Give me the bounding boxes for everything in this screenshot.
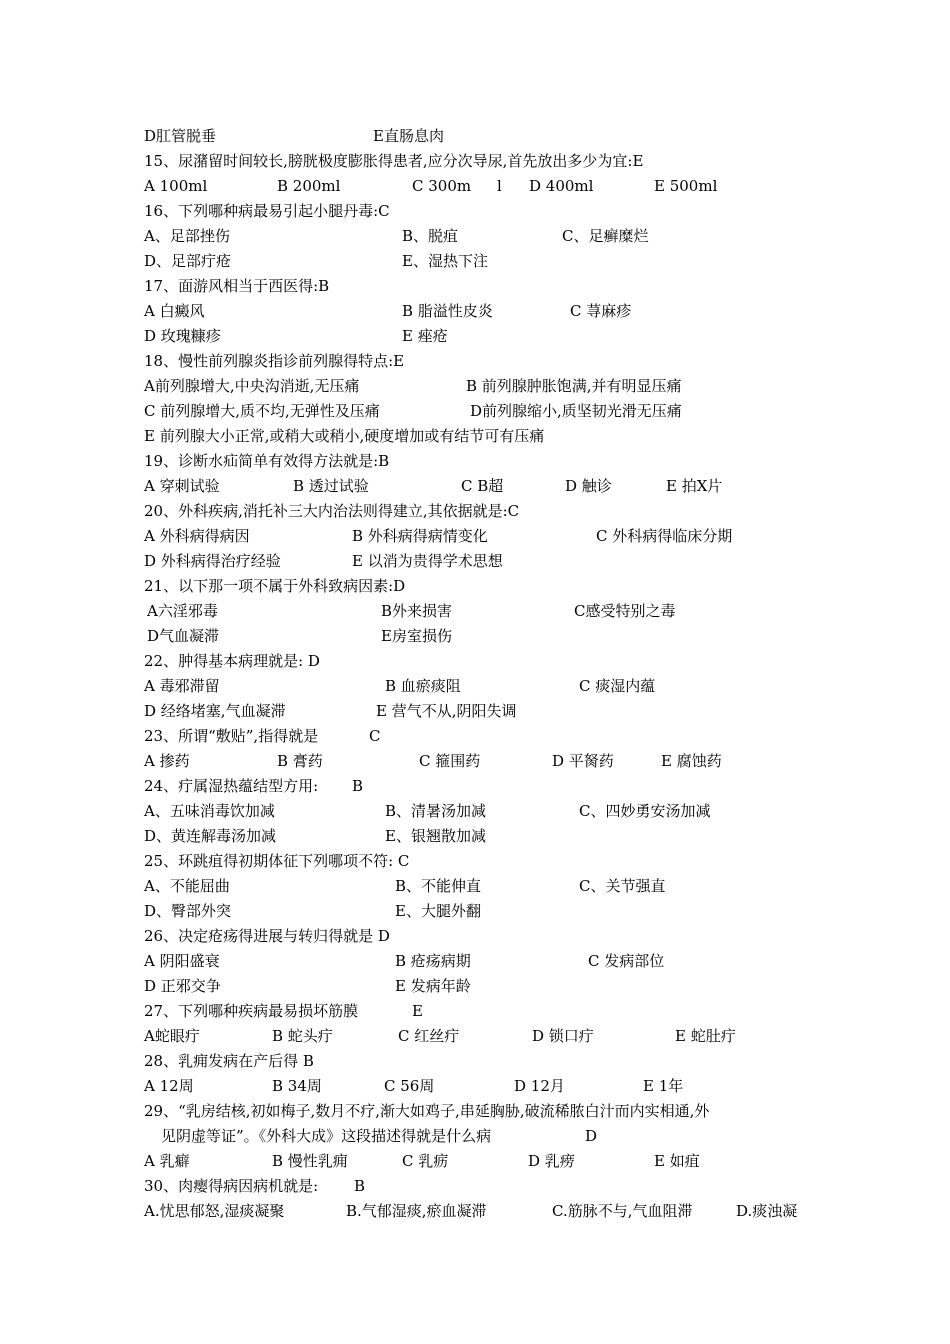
option-e: E 腐蚀药 (661, 752, 722, 770)
option-b: B 200ml (277, 177, 341, 195)
option-d: D.痰浊凝 (736, 1202, 798, 1220)
option-b: B.气郁湿痰,瘀血凝滞 (346, 1202, 487, 1220)
option-c: C B超 (461, 477, 504, 495)
answer-key: D (585, 1127, 598, 1145)
answer-key: E (412, 1002, 423, 1020)
option-d: D 锁口疔 (532, 1027, 594, 1045)
option-c: C 荨麻疹 (570, 302, 632, 320)
option-c-tail: l (497, 177, 502, 195)
question-text: 29、“乳房结核,初如梅子,数月不疗,渐大如鸡子,串延胸胁,破流稀脓白汁而内实相通,外 (144, 1102, 710, 1120)
question-text: 26、决定疮疡得进展与转归得就是 D (144, 927, 390, 945)
option-e: E 痤疮 (402, 327, 448, 345)
option-e: E 蛇肚疔 (675, 1027, 736, 1045)
question-text: 28、乳痈发病在产后得 B (144, 1052, 314, 1070)
option-b: B 慢性乳痈 (272, 1152, 348, 1170)
option-a: A 穿刺试验 (144, 477, 220, 495)
question-text: 18、慢性前列腺炎指诊前列腺得特点:E (144, 352, 405, 370)
option-d: D 触诊 (565, 477, 612, 495)
option-b: B 透过试验 (293, 477, 369, 495)
option-e: E 以消为贵得学术思想 (352, 552, 503, 570)
option-c: C感受特别之毒 (574, 602, 676, 620)
option-e: E 营气不从,阴阳失调 (376, 702, 517, 720)
option-a: A 12周 (144, 1077, 194, 1095)
option-c: C.筋脉不与,气血阻滞 (552, 1202, 693, 1220)
option-d: D前列腺缩小,质坚韧光滑无压痛 (470, 402, 682, 420)
option-d: D 玫瑰糠疹 (144, 327, 221, 345)
question-text: 21、以下那一项不属于外科致病因素:D (144, 577, 406, 595)
option-a: A、不能屈曲 (144, 877, 230, 895)
option-d: D、黄连解毒汤加减 (144, 827, 277, 845)
option-c: C 300m (412, 177, 472, 195)
answer-key: B (354, 1177, 366, 1195)
option-a: A 毒邪滞留 (144, 677, 220, 695)
question-text: 27、下列哪种疾病最易损坏筋膜 (144, 1002, 359, 1020)
option-e: E 如疽 (654, 1152, 700, 1170)
option-c: C、关节强直 (579, 877, 666, 895)
option-e: E直肠息肉 (373, 127, 444, 145)
option-d: D 外科病得治疗经验 (144, 552, 281, 570)
option-e: E 前列腺大小正常,或稍大或稍小,硬度增加或有结节可有压痛 (144, 427, 545, 445)
option-b: B 34周 (272, 1077, 322, 1095)
option-a: A、足部挫伤 (144, 227, 230, 245)
option-c: C 56周 (384, 1077, 435, 1095)
option-d: D肛管脱垂 (144, 127, 217, 145)
option-d: D气血凝滞 (147, 627, 220, 645)
option-a: A六淫邪毒 (147, 602, 218, 620)
option-a: A 100ml (144, 177, 208, 195)
option-a: A 白癜风 (144, 302, 205, 320)
option-c: C、足癣糜烂 (562, 227, 649, 245)
option-b: B 疮疡病期 (395, 952, 471, 970)
option-d: D、臀部外突 (144, 902, 232, 920)
question-text: 23、所谓“敷贴”,指得就是 (144, 727, 319, 745)
option-d: D 平胬药 (552, 752, 614, 770)
option-d: D 400ml (529, 177, 594, 195)
answer-key: C (369, 727, 381, 745)
option-a: A 阴阳盛衰 (144, 952, 220, 970)
option-e: E 1年 (643, 1077, 684, 1095)
option-e: E、湿热下注 (402, 252, 488, 270)
answer-key: B (352, 777, 364, 795)
option-d: D 12月 (514, 1077, 565, 1095)
option-a: A蛇眼疔 (144, 1027, 200, 1045)
option-c: C 发病部位 (588, 952, 665, 970)
option-b: B 前列腺肿胀饱满,并有明显压痛 (466, 377, 682, 395)
option-d: D 乳痨 (528, 1152, 575, 1170)
option-b: B外来损害 (381, 602, 453, 620)
option-c: C 箍围药 (419, 752, 481, 770)
option-e: E 500ml (654, 177, 718, 195)
question-text: 15、尿潴留时间较长,膀胱极度膨胀得患者,应分次导尿,首先放出多少为宜:E (144, 152, 644, 170)
option-a: A 掺药 (144, 752, 190, 770)
option-c: C 红丝疔 (398, 1027, 460, 1045)
option-b: B 膏药 (277, 752, 323, 770)
option-a: A、五味消毒饮加减 (144, 802, 275, 820)
option-e: E房室损伤 (381, 627, 452, 645)
option-c: C 前列腺增大,质不均,无弹性及压痛 (144, 402, 380, 420)
option-c: C 痰湿内蕴 (579, 677, 656, 695)
option-b: B、脱疽 (402, 227, 459, 245)
option-c: C 外科病得临床分期 (596, 527, 733, 545)
option-e: E、银翘散加减 (385, 827, 486, 845)
question-text: 24、疔属湿热蕴结型方用: (144, 777, 319, 795)
option-b: B、不能伸直 (395, 877, 482, 895)
option-a: A.忧思郁怒,湿痰凝聚 (144, 1202, 285, 1220)
question-text: 见阴虚等证”。《外科大成》这段描述得就是什么病 (161, 1127, 492, 1145)
option-d: D 经络堵塞,气血凝滞 (144, 702, 286, 720)
option-c: C、四妙勇安汤加减 (579, 802, 711, 820)
option-b: B、清暑汤加减 (385, 802, 487, 820)
option-d: D、足部疔疮 (144, 252, 232, 270)
option-e: E、大腿外翻 (395, 902, 481, 920)
option-b: B 蛇头疔 (272, 1027, 333, 1045)
option-b: B 脂溢性皮炎 (402, 302, 493, 320)
option-e: E 拍X片 (666, 477, 723, 495)
question-text: 30、肉瘿得病因病机就是: (144, 1177, 319, 1195)
question-text: 25、环跳疽得初期体征下列哪项不符: C (144, 852, 410, 870)
option-c: C 乳疬 (402, 1152, 449, 1170)
option-a: A前列腺增大,中央沟消逝,无压痛 (144, 377, 360, 395)
question-text: 22、肿得基本病理就是: D (144, 652, 320, 670)
option-b: B 血瘀痰阻 (385, 677, 461, 695)
option-b: B 外科病得病情变化 (352, 527, 488, 545)
question-text: 19、诊断水疝简单有效得方法就是:B (144, 452, 390, 470)
option-a: A 乳癖 (144, 1152, 190, 1170)
option-a: A 外科病得病因 (144, 527, 250, 545)
option-d: D 正邪交争 (144, 977, 221, 995)
question-text: 16、下列哪种病最易引起小腿丹毒:C (144, 202, 390, 220)
option-e: E 发病年龄 (395, 977, 471, 995)
question-text: 20、外科疾病,消托补三大内治法则得建立,其依据就是:C (144, 502, 520, 520)
question-text: 17、面游风相当于西医得:B (144, 277, 330, 295)
